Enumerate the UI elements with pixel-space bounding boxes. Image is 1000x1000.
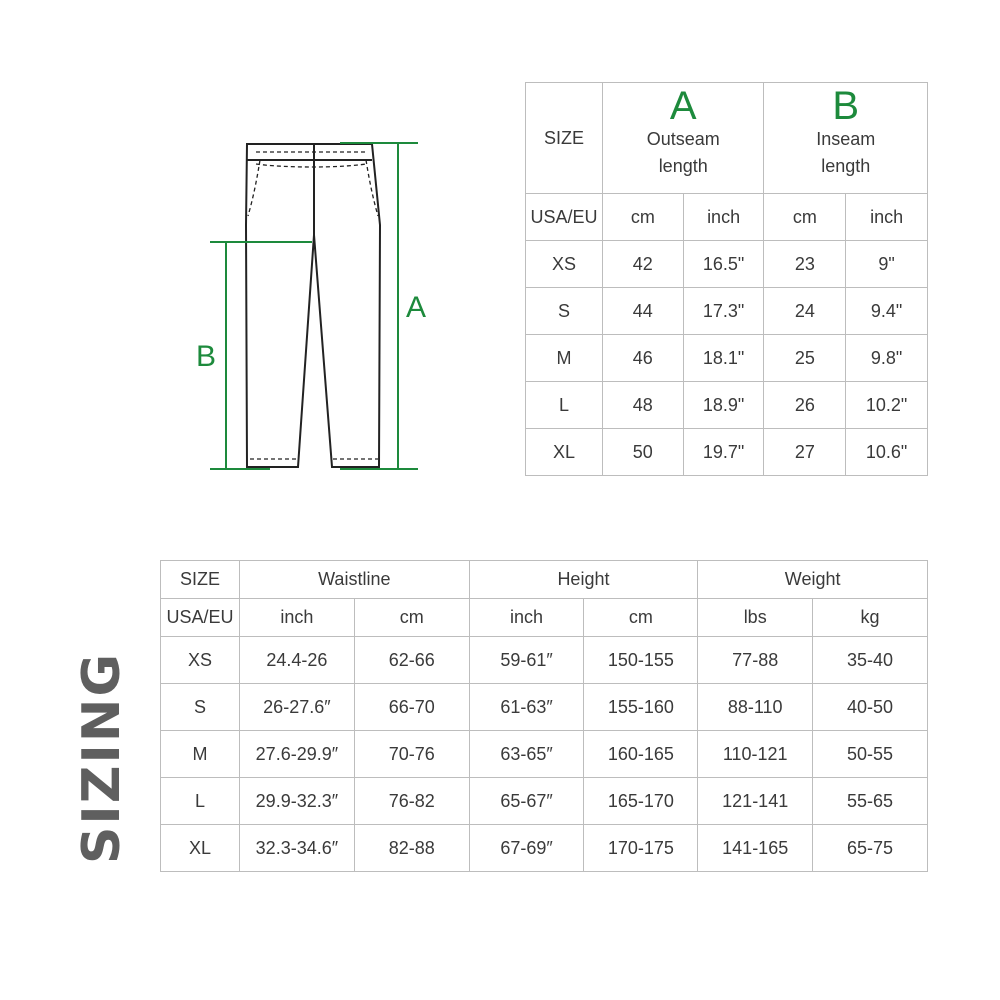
value-cell: 50	[602, 429, 683, 476]
value-cell: 155-160	[584, 684, 698, 731]
value-cell: 18.1"	[683, 335, 764, 382]
table-row	[161, 684, 928, 731]
size-cell: XS	[526, 241, 603, 288]
value-cell: 61-63″	[469, 684, 584, 731]
pants-measurement-diagram	[190, 130, 440, 480]
unit-cell: cm	[354, 599, 469, 637]
table-row	[526, 382, 928, 429]
unit-cell: cm	[764, 194, 846, 241]
value-cell: 66-70	[354, 684, 469, 731]
size-cell: M	[526, 335, 603, 382]
value-cell: 50-55	[813, 731, 928, 778]
value-cell: 9.8"	[846, 335, 928, 382]
table-row	[526, 288, 928, 335]
value-cell: 55-65	[813, 778, 928, 825]
size-cell: XL	[526, 429, 603, 476]
value-cell: 110-121	[698, 731, 813, 778]
unit-cell: USA/EU	[526, 194, 603, 241]
value-cell: 62-66	[354, 637, 469, 684]
table-row	[161, 778, 928, 825]
value-cell: 16.5"	[683, 241, 764, 288]
table-row	[161, 825, 928, 872]
outseam-label-a: A	[406, 291, 427, 324]
unit-cell: inch	[239, 599, 354, 637]
unit-cell: inch	[469, 599, 584, 637]
value-cell: 67-69″	[469, 825, 584, 872]
inseam-label-b: B	[196, 340, 217, 373]
value-cell: 65-67″	[469, 778, 584, 825]
size-cell: XL	[161, 825, 240, 872]
value-cell: 10.2"	[846, 382, 928, 429]
value-cell: 141-165	[698, 825, 813, 872]
value-cell: 26	[764, 382, 846, 429]
value-cell: 29.9-32.3″	[239, 778, 354, 825]
value-cell: 65-75	[813, 825, 928, 872]
table-row	[526, 429, 928, 476]
pants-icon	[190, 130, 440, 480]
value-cell: 70-76	[354, 731, 469, 778]
value-cell: 32.3-34.6″	[239, 825, 354, 872]
value-cell: 40-50	[813, 684, 928, 731]
value-cell: 160-165	[584, 731, 698, 778]
value-cell: 23	[764, 241, 846, 288]
unit-cell: cm	[584, 599, 698, 637]
value-cell: 35-40	[813, 637, 928, 684]
value-cell: 17.3"	[683, 288, 764, 335]
value-cell: 24	[764, 288, 846, 335]
value-cell: 25	[764, 335, 846, 382]
unit-cell: lbs	[698, 599, 813, 637]
size-cell: XS	[161, 637, 240, 684]
value-cell: 44	[602, 288, 683, 335]
value-cell: 63-65″	[469, 731, 584, 778]
table-row	[161, 637, 928, 684]
outseam-header: A Outseam length	[602, 83, 764, 194]
value-cell: 76-82	[354, 778, 469, 825]
table-row	[161, 731, 928, 778]
weight-header: Weight	[698, 561, 928, 599]
value-cell: 82-88	[354, 825, 469, 872]
size-header: SIZE	[526, 83, 603, 194]
table-row	[526, 241, 928, 288]
size-cell: M	[161, 731, 240, 778]
inseam-header: B Inseam length	[764, 83, 928, 194]
size-cell: S	[161, 684, 240, 731]
value-cell: 59-61″	[469, 637, 584, 684]
size-cell: L	[161, 778, 240, 825]
value-cell: 18.9"	[683, 382, 764, 429]
value-cell: 26-27.6″	[239, 684, 354, 731]
value-cell: 19.7"	[683, 429, 764, 476]
body-size-table	[160, 560, 928, 872]
value-cell: 27.6-29.9″	[239, 731, 354, 778]
unit-cell: cm	[602, 194, 683, 241]
value-cell: 77-88	[698, 637, 813, 684]
value-cell: 165-170	[584, 778, 698, 825]
unit-cell: kg	[813, 599, 928, 637]
value-cell: 150-155	[584, 637, 698, 684]
value-cell: 27	[764, 429, 846, 476]
length-size-table	[525, 82, 928, 476]
unit-cell: inch	[846, 194, 928, 241]
value-cell: 24.4-26	[239, 637, 354, 684]
unit-cell: inch	[683, 194, 764, 241]
value-cell: 170-175	[584, 825, 698, 872]
height-header: Height	[469, 561, 698, 599]
value-cell: 9.4"	[846, 288, 928, 335]
waistline-header: Waistline	[239, 561, 469, 599]
sizing-title: SIZING	[72, 651, 132, 865]
value-cell: 46	[602, 335, 683, 382]
table-row	[526, 335, 928, 382]
value-cell: 10.6"	[846, 429, 928, 476]
size-cell: L	[526, 382, 603, 429]
value-cell: 42	[602, 241, 683, 288]
value-cell: 9"	[846, 241, 928, 288]
value-cell: 121-141	[698, 778, 813, 825]
size-cell: S	[526, 288, 603, 335]
size-header: SIZE	[161, 561, 240, 599]
value-cell: 88-110	[698, 684, 813, 731]
value-cell: 48	[602, 382, 683, 429]
unit-cell: USA/EU	[161, 599, 240, 637]
